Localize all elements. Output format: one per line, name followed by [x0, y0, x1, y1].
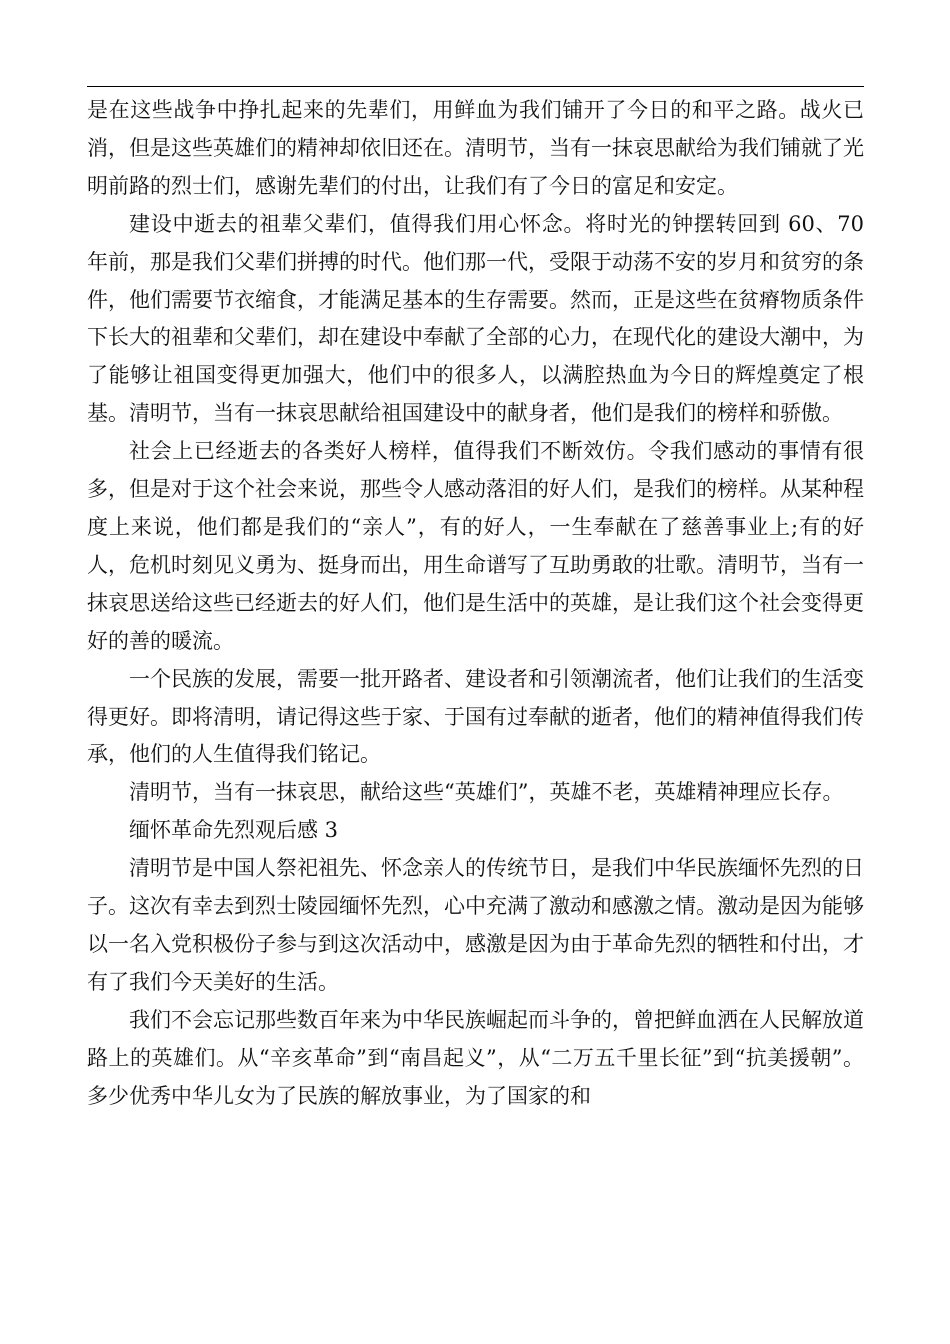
document-body	[87, 92, 864, 1115]
paragraph-5: 清明节，当有一抹哀思，献给这些“英雄们”，英雄不老，英雄精神理应长存。	[129, 780, 844, 805]
paragraph-6: 清明节是中国人祭祀祖先、怀念亲人的传统节日，是我们中华民族缅怀先烈的日子。这次有幸去到烈士陵园缅怀先烈，心中充满了激动和感激之情。激动是因为能够以一名入党积极份子参与到这次活动中，感激是因为由于革命先烈的牺牲和付出，才有了我们今天美好的生活。	[87, 856, 864, 994]
section-heading: 缅怀革命先烈观后感 3	[129, 818, 339, 843]
paragraph-7: 我们不会忘记那些数百年来为中华民族崛起而斗争的，曾把鲜血洒在人民解放道路上的英雄们。从“辛亥革命”到“南昌起义”，从“二万五千里长征”到“抗美援朝”。多少优秀中华儿女为了民族的解放事业，为了国家的和	[87, 1007, 864, 1108]
paragraph-3: 社会上已经逝去的各类好人榜样，值得我们不断效仿。令我们感动的事情有很多，但是对于这个社会来说，那些令人感动落泪的好人们，是我们的榜样。从某种程度上来说，他们都是我们的“亲人”，有的好人，一生奉献在了慈善事业上;有的好人，危机时刻见义勇为、挺身而出，用生命谱写了互助勇敢的壮歌。清明节，当有一抹哀思送给这些已经逝去的好人们，他们是生活中的英雄，是让我们这个社会变得更好的善的暖流。	[87, 439, 864, 653]
header-rule	[87, 86, 864, 87]
paragraph-1: 是在这些战争中挣扎起来的先辈们，用鲜血为我们铺开了今日的和平之路。战火已消，但是这些英雄们的精神却依旧还在。清明节，当有一抹哀思献给为我们铺就了光明前路的烈士们，感谢先辈们的付出，让我们有了今日的富足和安定。	[87, 98, 864, 198]
paragraph-2: 建设中逝去的祖辈父辈们，值得我们用心怀念。将时光的钟摆转回到 60、70 年前，那是我们父辈们拼搏的时代。他们那一代，受限于动荡不安的岁月和贫穷的条件，他们需要节衣缩食，才能满足基本的生存需要。然而，正是这些在贫瘠物质条件下长大的祖辈和父辈们，却在建设中奉献了全部的心力，在现代化的建设大潮中，为了能够让祖国变得更加强大，他们中的很多人，以满腔热血为今日的辉煌奠定了根基。清明节，当有一抹哀思献给祖国建设中的献身者，他们是我们的榜样和骄傲。	[87, 211, 864, 426]
paragraph-4: 一个民族的发展，需要一批开路者、建设者和引领潮流者，他们让我们的生活变得更好。即将清明，请记得这些于家、于国有过奉献的逝者，他们的精神值得我们传承，他们的人生值得我们铭记。	[87, 666, 864, 767]
